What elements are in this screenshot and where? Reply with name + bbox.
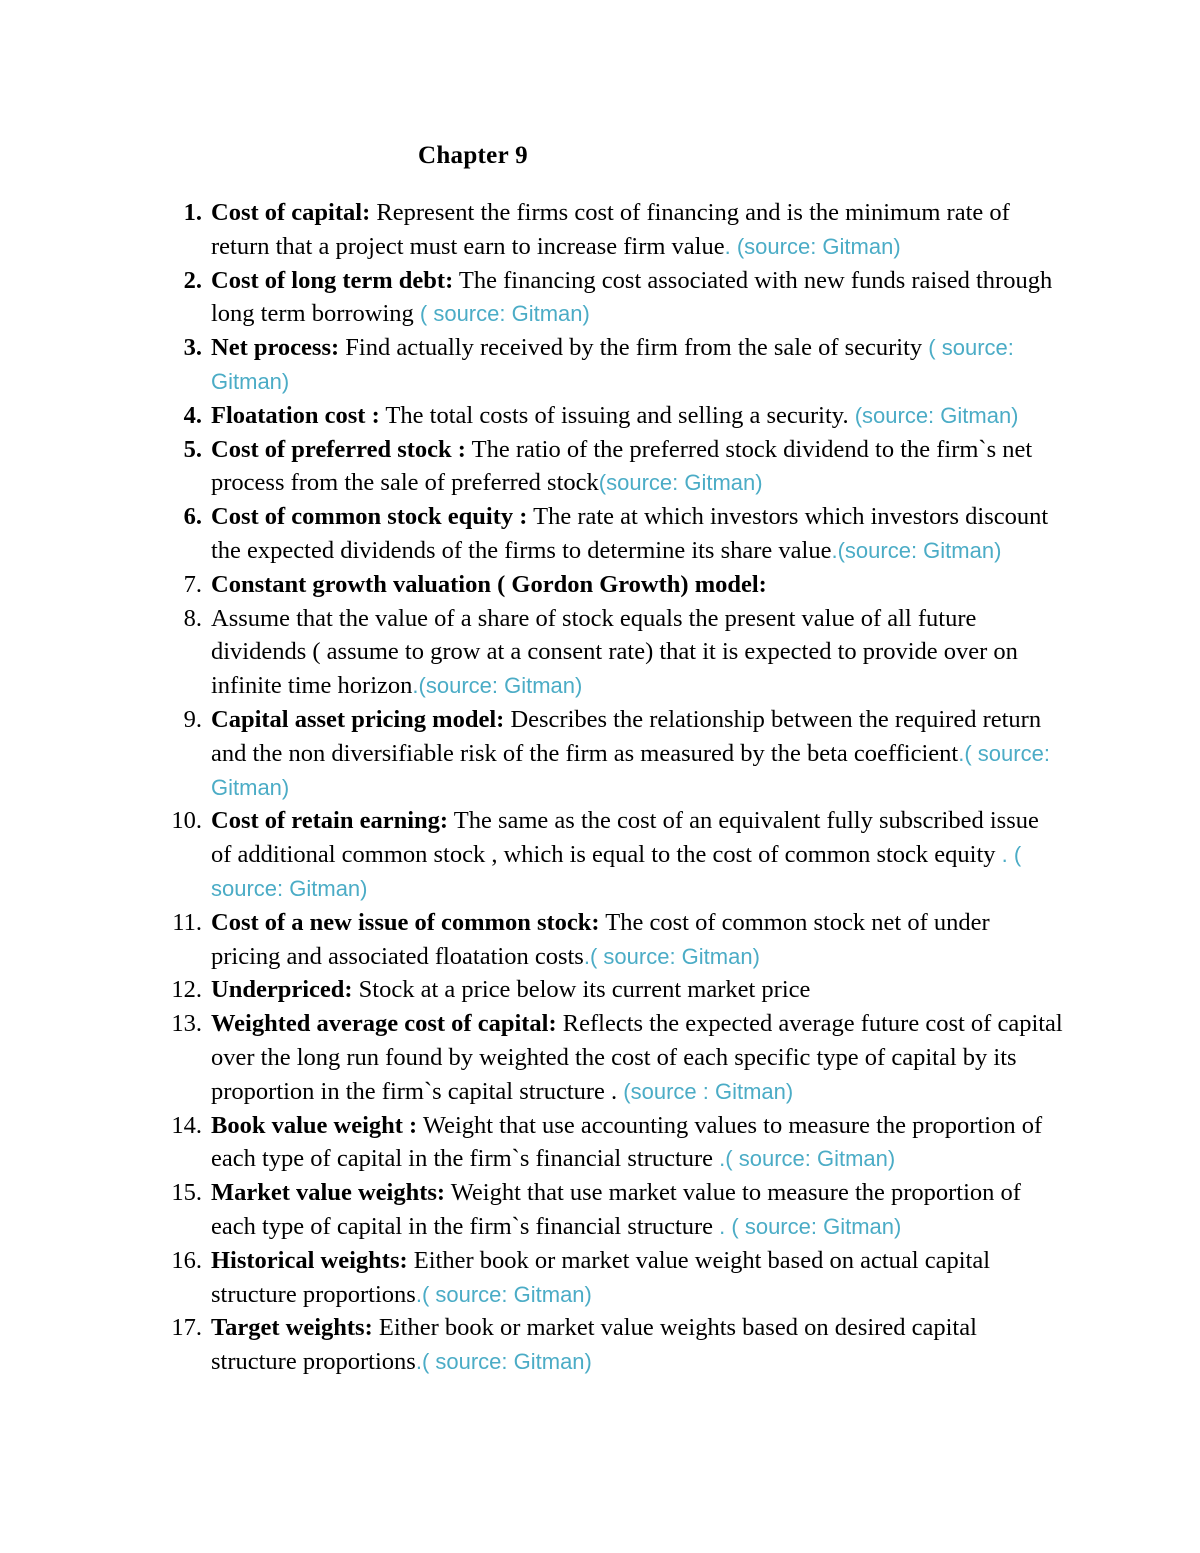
source-citation: ( source: Gitman) bbox=[211, 740, 1050, 800]
definition-text: The cost of common stock net of under pricing and associated floatation costs bbox=[211, 908, 990, 970]
term: Cost of capital: bbox=[211, 199, 371, 226]
term: Market value weights: bbox=[211, 1179, 446, 1207]
list-item bbox=[160, 331, 1065, 399]
list-item bbox=[160, 973, 1065, 1007]
list-item bbox=[160, 399, 1065, 433]
item-number: 10. bbox=[171, 807, 202, 835]
term: Cost of a new issue of common stock: bbox=[211, 908, 600, 936]
term: Historical weights: bbox=[211, 1246, 408, 1274]
list-item bbox=[160, 906, 1065, 974]
source-punct: . bbox=[713, 1146, 726, 1172]
term: Underpriced: bbox=[211, 976, 353, 1004]
item-number: 9. bbox=[183, 705, 202, 733]
source-punct: . bbox=[412, 673, 419, 699]
definition-text: The ratio of the preferred stock dividend to the firm`s net process from the sale of preferred stock bbox=[211, 435, 1033, 497]
list-item bbox=[160, 1176, 1065, 1244]
item-number: 17. bbox=[171, 1314, 202, 1342]
source-citation: ( source: Gitman) bbox=[211, 335, 1014, 394]
list-item bbox=[160, 196, 1065, 264]
source-citation: ( source: Gitman) bbox=[211, 842, 1022, 901]
source-punct: . bbox=[415, 1349, 422, 1375]
list-item bbox=[160, 500, 1065, 568]
definition-text: Describes the relationship between the required return and the non diversifiable risk of the firm as measured by the beta coefficient bbox=[211, 705, 1042, 767]
list-item bbox=[160, 602, 1065, 703]
definition-text: Find actually received by the firm from the sale of security bbox=[339, 334, 923, 362]
source-citation: (source : Gitman) bbox=[617, 1078, 794, 1104]
definition-text: The financing cost associated with new funds raised through long term borrowing bbox=[211, 266, 1053, 328]
source-punct: . bbox=[724, 233, 731, 259]
list-item bbox=[160, 1311, 1065, 1379]
item-number: 6. bbox=[183, 503, 202, 531]
source-punct: . bbox=[958, 740, 965, 766]
item-number: 7. bbox=[183, 570, 202, 598]
list-item bbox=[160, 804, 1065, 905]
term: Cost of retain earning: bbox=[211, 807, 449, 835]
list-item bbox=[160, 1109, 1065, 1177]
definition-text: Weight that use accounting values to measure the proportion of each type of capital in the firm`s financial structure bbox=[211, 1111, 1043, 1173]
term: Floatation cost : bbox=[211, 401, 380, 429]
term: Book value weight : bbox=[211, 1111, 418, 1139]
source-citation: ( source: Gitman) bbox=[421, 1349, 592, 1375]
list-item bbox=[160, 1007, 1065, 1108]
source-punct: . bbox=[713, 1213, 726, 1239]
term: Capital asset pricing model: bbox=[211, 705, 505, 733]
term: Cost of preferred stock : bbox=[211, 435, 466, 463]
source-citation: (source: Gitman) bbox=[730, 233, 901, 259]
item-number: 8. bbox=[183, 604, 202, 632]
source-citation: ( source: Gitman) bbox=[725, 1213, 902, 1239]
source-citation: ( source: Gitman) bbox=[421, 1281, 592, 1307]
definition-text: Represent the firms cost of financing and is the minimum rate of return that a project must earn to increase firm value bbox=[211, 199, 1010, 260]
item-number: 14. bbox=[171, 1111, 202, 1139]
source-citation: (source: Gitman) bbox=[848, 402, 1019, 428]
item-number: 5. bbox=[183, 435, 202, 463]
term: Net process: bbox=[211, 334, 340, 362]
source-punct: . bbox=[583, 943, 590, 969]
term: Target weights: bbox=[211, 1314, 373, 1342]
source-punct: . bbox=[415, 1281, 422, 1307]
source-citation: (source: Gitman) bbox=[598, 470, 763, 496]
definition-text: The rate at which investors which investors discount the expected dividends of the firms to determine its share value bbox=[211, 503, 1049, 564]
source-citation: ( source: Gitman) bbox=[725, 1146, 896, 1172]
definition-text: Either book or market value weight based on actual capital structure proportions bbox=[211, 1246, 990, 1308]
source-punct: . bbox=[831, 537, 838, 563]
item-number: 12. bbox=[171, 976, 202, 1004]
definition-text: Weight that use market value to measure the proportion of each type of capital in the firm`s financial structure bbox=[211, 1179, 1021, 1240]
item-number: 15. bbox=[171, 1179, 202, 1207]
source-citation: (source: Gitman) bbox=[837, 537, 1002, 563]
definition-text: Stock at a price below its current market price bbox=[352, 976, 811, 1004]
list-item bbox=[160, 433, 1065, 501]
list-item bbox=[160, 703, 1065, 804]
term: Cost of common stock equity : bbox=[211, 503, 528, 531]
list-item bbox=[160, 568, 1065, 602]
term: Weighted average cost of capital: bbox=[211, 1010, 557, 1038]
item-number: 1. bbox=[183, 199, 202, 226]
item-number: 3. bbox=[183, 334, 202, 362]
definition-text: Either book or market value weights based on desired capital structure proportions bbox=[211, 1314, 977, 1376]
term: Cost of long term debt: bbox=[211, 266, 454, 294]
source-citation: (source: Gitman) bbox=[418, 673, 583, 699]
definition-text: Reflects the expected average future cost of capital over the long run found by weighted the cost of each specific type of capital by its proportion in the firm`s capital structure . bbox=[211, 1010, 1063, 1105]
definition-text: The same as the cost of an equivalent fully subscribed issue of additional common stock , which is equal to the cost of common stock equity bbox=[211, 807, 1039, 869]
page-title: Chapter 9 bbox=[418, 142, 528, 169]
term: Constant growth valuation ( Gordon Growth) model: bbox=[211, 570, 767, 598]
item-number: 16. bbox=[171, 1246, 202, 1274]
definition-text: Assume that the value of a share of stock equals the present value of all future dividends ( assume to grow at a consent rate) that it is expected to provide over on infinite time horizon bbox=[211, 604, 1018, 700]
definition-text: The total costs of issuing and selling a security. bbox=[379, 401, 849, 429]
item-number: 13. bbox=[171, 1010, 202, 1038]
item-number: 2. bbox=[183, 266, 202, 294]
source-punct: . bbox=[995, 842, 1008, 868]
definition-list bbox=[160, 196, 1065, 1379]
item-number: 4. bbox=[183, 401, 202, 429]
source-citation: ( source: Gitman) bbox=[413, 301, 590, 327]
item-number: 11. bbox=[172, 908, 202, 936]
list-item bbox=[160, 264, 1065, 332]
list-item bbox=[160, 1244, 1065, 1312]
source-citation: ( source: Gitman) bbox=[589, 943, 760, 969]
